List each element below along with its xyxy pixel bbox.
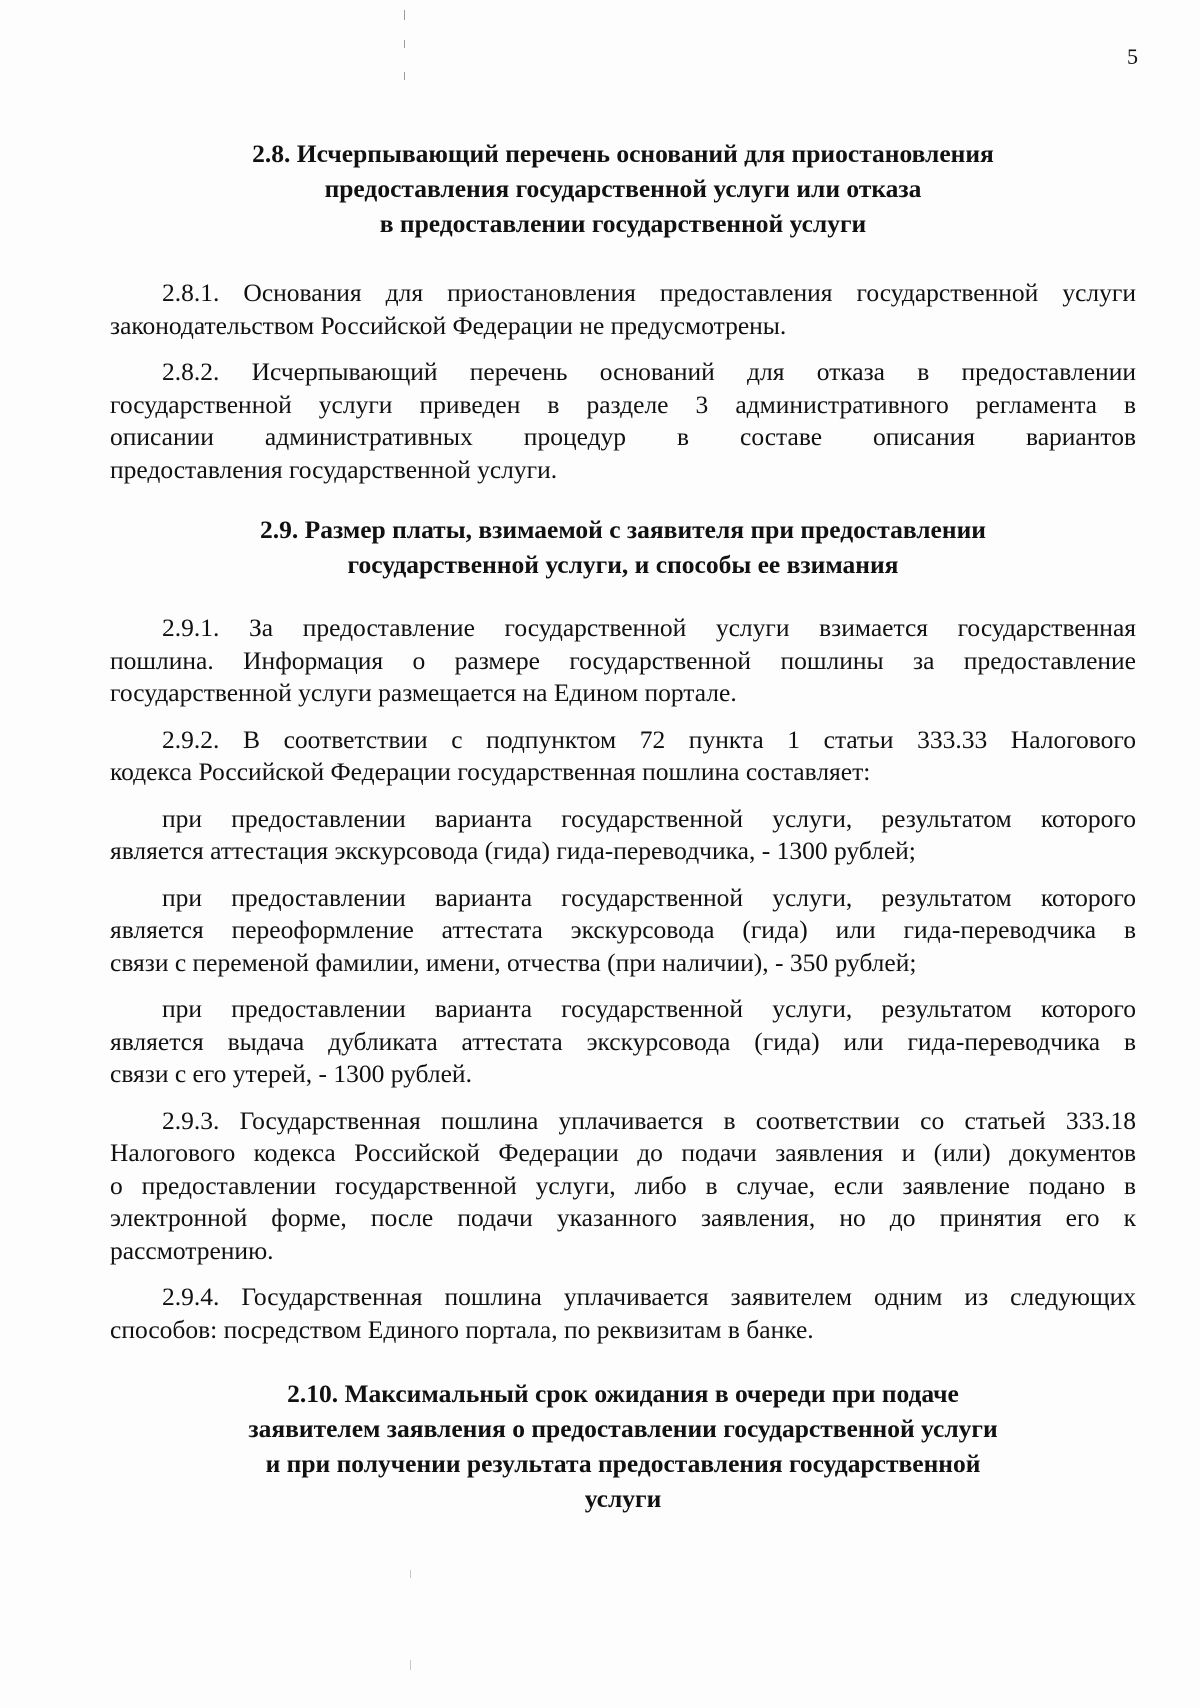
paragraph-fee-duplicate: при предоставлении варианта государственной услуги, результатом которого является выдача дубликата аттестата экскурсовода (гида) или гида-переводчика в связи с его утерей, - 1300 рублей.	[110, 994, 1136, 1088]
scan-artifact	[404, 40, 405, 48]
scan-artifact	[410, 1570, 411, 1578]
paragraph-2-9-1: 2.9.1. За предоставление государственной услуги взимается государственная пошлина. Информация о размере государственной пошлины за предоставление государственной услуги размещается на Едином портале.	[110, 613, 1136, 707]
section-heading-2-10: 2.10. Максимальный срок ожидания в очереди при подаче заявителем заявления о предоставлении государственной услуги и при получении результата предоставления государственной услуги	[248, 1379, 998, 1513]
paragraph-2-8-2: 2.8.2. Исчерпывающий перечень оснований для отказа в предоставлении государственной услуги приведен в разделе 3 административного регламента в описании административных процедур в составе описания вариантов предоставления государственной услуги.	[110, 357, 1136, 484]
paragraph-2-9-4: 2.9.4. Государственная пошлина уплачивается заявителем одним из следующих способов: посредством Единого портала, по реквизитам в банке.	[110, 1282, 1136, 1344]
paragraph-2-9-3: 2.9.3. Государственная пошлина уплачивается в соответствии со статьей 333.18 Налогового кодекса Российской Федерации до подачи заявления и (или) документов о предоставлении государственной услуги, либо в случае, если заявление подано в электронной форме, после подачи указанного заявления, но до принятия его к рассмотрению.	[110, 1105, 1136, 1265]
scan-artifact	[404, 72, 405, 80]
scan-artifact	[404, 10, 405, 20]
section-heading-2-9: 2.9. Размер платы, взимаемой с заявителя при предоставлении государственной услуги, и способы ее взимания	[260, 515, 986, 579]
section-heading-2-8: 2.8. Исчерпывающий перечень оснований для приостановления предоставления государственной услуги или отказа в предоставлении государственной услуги	[252, 139, 994, 238]
paragraph-2-9-2: 2.9.2. В соответствии с подпунктом 72 пункта 1 статьи 333.33 Налогового кодекса Российской Федерации государственная пошлина составляет:	[110, 724, 1136, 786]
paragraph-fee-reissue: при предоставлении варианта государственной услуги, результатом которого является переоформление аттестата экскурсовода (гида) или гида-переводчика в связи с переменой фамилии, имени, отчества (при наличии), - 350 рублей;	[110, 882, 1136, 977]
paragraph-2-8-1: 2.8.1. Основания для приостановления предоставления государственной услуги законодательством Российской Федерации не предусмотрены.	[110, 278, 1136, 340]
paragraph-fee-attestation: при предоставлении варианта государственной услуги, результатом которого является аттестация экскурсовода (гида) гида-переводчика, - 1300 рублей;	[110, 803, 1136, 865]
document-body	[110, 136, 1136, 1516]
scan-artifact	[410, 1660, 411, 1670]
page-number: 5	[1127, 44, 1138, 69]
